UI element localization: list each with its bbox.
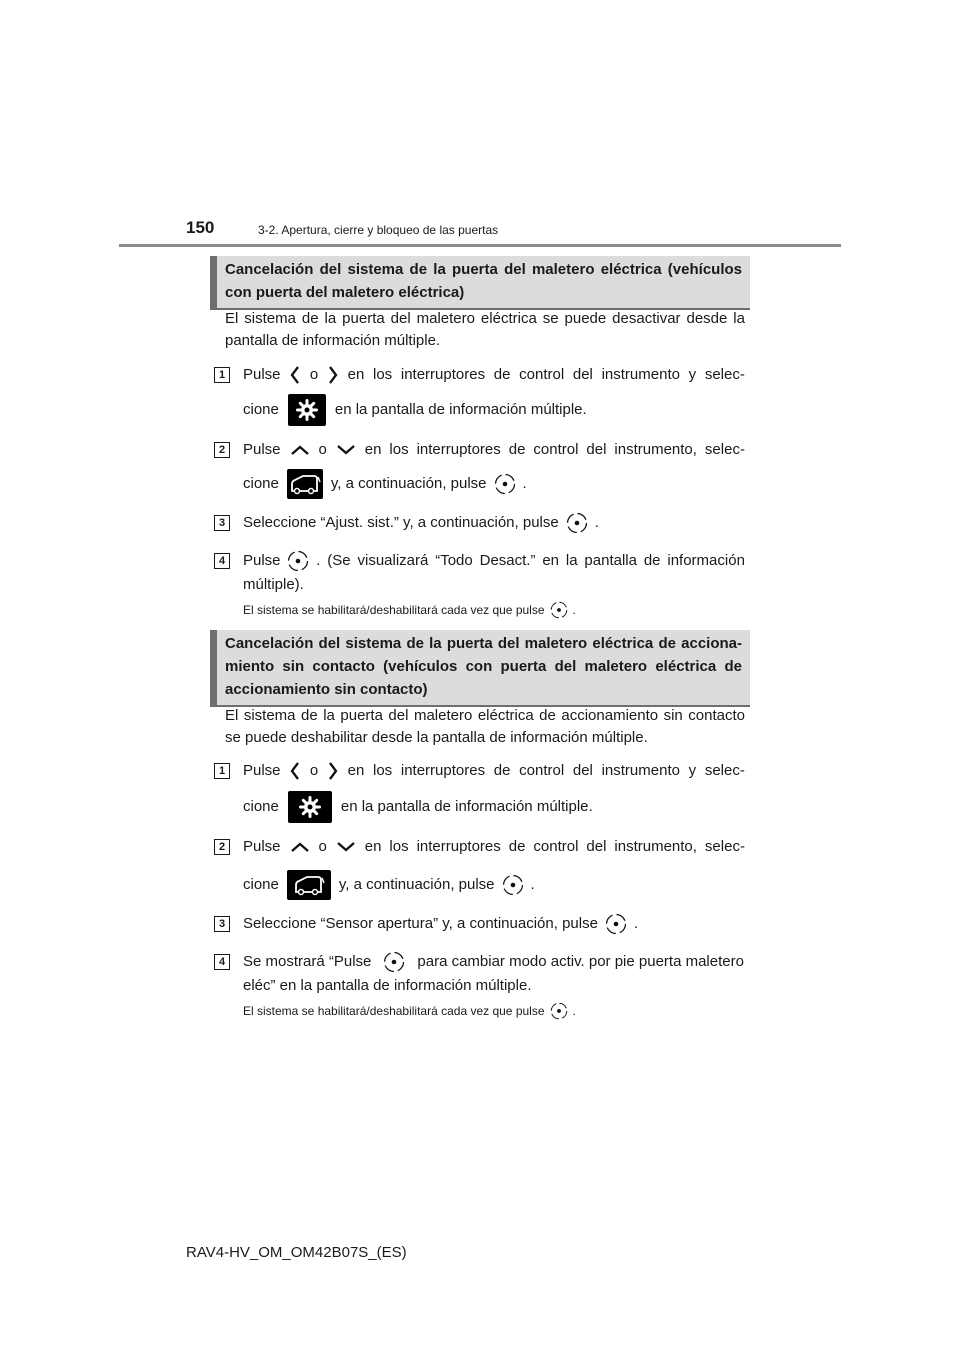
word: para cambiar modo activ. por pie puerta maletero xyxy=(417,953,744,970)
step-line xyxy=(243,870,745,900)
enter-button-icon xyxy=(550,1002,568,1020)
word: Pulse xyxy=(243,366,281,383)
word: en xyxy=(542,552,560,569)
step-line xyxy=(243,512,745,534)
word: instrumento, xyxy=(614,838,697,855)
enter-button-icon xyxy=(550,601,568,619)
word: la xyxy=(565,552,578,569)
section-heading: Cancelación del sistema de la puerta del maletero eléctrica de acciona-miento sin contacto (vehículos con puerta del maletero eléctrica de accionamiento sin contacto) xyxy=(210,630,750,707)
word: Seleccione “Ajust. sist.” y, a continuación, pulse xyxy=(243,514,559,531)
word: selec- xyxy=(704,441,745,458)
step-number: 4 xyxy=(214,954,230,970)
word: control xyxy=(533,838,579,855)
step-number: 2 xyxy=(214,442,230,458)
header-divider xyxy=(119,244,841,247)
word: . xyxy=(572,603,576,617)
step-number: 1 xyxy=(214,367,230,383)
word: interruptores xyxy=(416,838,501,855)
chevron-left-icon xyxy=(289,760,301,782)
word: visualizará xyxy=(357,552,429,569)
word: “Todo xyxy=(435,552,473,569)
step-line xyxy=(243,951,745,973)
word: Se mostrará “Pulse xyxy=(243,953,372,970)
intro-paragraph: El sistema de la puerta del maletero eléctrica de accionamiento sin contacto se puede deshabilitar desde la pantalla de información múltiple. xyxy=(225,707,745,746)
word: (Se xyxy=(327,552,351,569)
word: en xyxy=(364,838,382,855)
word: control xyxy=(519,762,565,779)
word: Pulse xyxy=(243,552,281,569)
word: . xyxy=(633,915,639,932)
word: control xyxy=(533,441,579,458)
step-line xyxy=(243,364,745,386)
word: Seleccione “Sensor apertura” y, a continuación, pulse xyxy=(243,915,598,932)
word: y xyxy=(688,762,697,779)
word: en xyxy=(364,441,382,458)
word: Pulse xyxy=(243,441,281,458)
word: del xyxy=(572,366,593,383)
word: selec- xyxy=(704,838,745,855)
word: El sistema se habilitará/deshabilitará cada vez que pulse xyxy=(243,1004,545,1018)
word: los xyxy=(389,838,409,855)
intro-paragraph: El sistema de la puerta del maletero eléctrica se puede desactivar desde la pantalla de información múltiple. xyxy=(225,310,745,349)
word: del xyxy=(572,762,593,779)
step-line xyxy=(243,913,745,935)
settings-gear-icon xyxy=(288,791,332,823)
chevron-up-icon xyxy=(289,444,311,456)
step-line xyxy=(243,550,745,572)
word: El sistema se habilitará/deshabilitará cada vez que pulse xyxy=(243,603,545,617)
word: pantalla xyxy=(584,552,637,569)
word: instrumento, xyxy=(614,441,697,458)
word: del xyxy=(586,441,607,458)
word: en xyxy=(347,762,365,779)
step-note xyxy=(243,1002,576,1020)
tailgate-vehicle-icon xyxy=(287,469,323,499)
step-line xyxy=(243,394,745,426)
word: y xyxy=(688,366,697,383)
word: de xyxy=(508,441,526,458)
chevron-left-icon xyxy=(289,364,301,386)
word: los xyxy=(389,441,409,458)
step-line xyxy=(243,469,745,499)
word: en la pantalla de información múltiple. xyxy=(340,798,593,815)
word: y, a continuación, pulse xyxy=(338,876,495,893)
word: información xyxy=(667,552,745,569)
word: interruptores xyxy=(400,762,486,779)
word: y, a continuación, pulse xyxy=(330,475,487,492)
word: o xyxy=(309,366,319,383)
word: o xyxy=(309,762,319,779)
word: de xyxy=(493,762,511,779)
document-code: RAV4-HV_OM_OM42B07S_(ES) xyxy=(186,1244,407,1261)
word: interruptores xyxy=(416,441,501,458)
settings-gear-icon xyxy=(288,394,326,426)
word: cione xyxy=(243,475,279,492)
step-line xyxy=(243,791,745,823)
step-note xyxy=(243,601,576,619)
word: Pulse xyxy=(243,838,281,855)
step-line xyxy=(243,760,745,782)
enter-button-icon xyxy=(605,913,627,935)
chevron-down-icon xyxy=(335,444,357,456)
word: Pulse xyxy=(243,762,281,779)
word: los xyxy=(373,366,393,383)
word: instrumento xyxy=(601,366,680,383)
enter-button-icon xyxy=(287,550,309,572)
word: . xyxy=(530,876,535,893)
word: de xyxy=(508,838,526,855)
step-line: múltiple). xyxy=(243,576,304,593)
word: Desact.” xyxy=(479,552,536,569)
word: o xyxy=(318,838,327,855)
chevron-down-icon xyxy=(335,841,357,853)
word: . xyxy=(522,475,527,492)
section-heading: Cancelación del sistema de la puerta del maletero eléctrica (vehículos con puerta del maletero eléctrica) xyxy=(210,256,750,310)
word: cione xyxy=(243,401,279,418)
step-line xyxy=(243,836,745,858)
word: de xyxy=(643,552,661,569)
step-line xyxy=(243,439,745,461)
chevron-right-icon xyxy=(327,364,339,386)
word: . xyxy=(594,514,599,531)
step-number: 2 xyxy=(214,839,230,855)
step-line: eléc” en la pantalla de información múltiple. xyxy=(243,977,532,994)
word: selec- xyxy=(704,366,745,383)
word: cione xyxy=(243,798,279,815)
enter-button-icon xyxy=(494,473,516,495)
word: los xyxy=(373,762,393,779)
word: interruptores xyxy=(400,366,486,383)
step-number: 1 xyxy=(214,763,230,779)
tailgate-vehicle-icon xyxy=(287,870,331,900)
word: . xyxy=(572,1004,576,1018)
word: control xyxy=(519,366,565,383)
word: instrumento xyxy=(601,762,680,779)
enter-button-icon xyxy=(502,874,524,896)
enter-button-icon xyxy=(566,512,588,534)
word: del xyxy=(586,838,607,855)
word: cione xyxy=(243,876,279,893)
word: . xyxy=(316,552,321,569)
page-number: 150 xyxy=(186,218,215,237)
step-number: 3 xyxy=(214,515,230,531)
word: en la pantalla de información múltiple. xyxy=(334,401,587,418)
section-header: 3-2. Apertura, cierre y bloqueo de las puertas xyxy=(258,223,499,237)
chevron-up-icon xyxy=(289,841,311,853)
word: selec- xyxy=(704,762,745,779)
word: o xyxy=(318,441,327,458)
step-number: 3 xyxy=(214,916,230,932)
enter-button-icon xyxy=(383,951,405,973)
step-number: 4 xyxy=(214,553,230,569)
word: en xyxy=(347,366,365,383)
chevron-right-icon xyxy=(327,760,339,782)
word: de xyxy=(493,366,511,383)
